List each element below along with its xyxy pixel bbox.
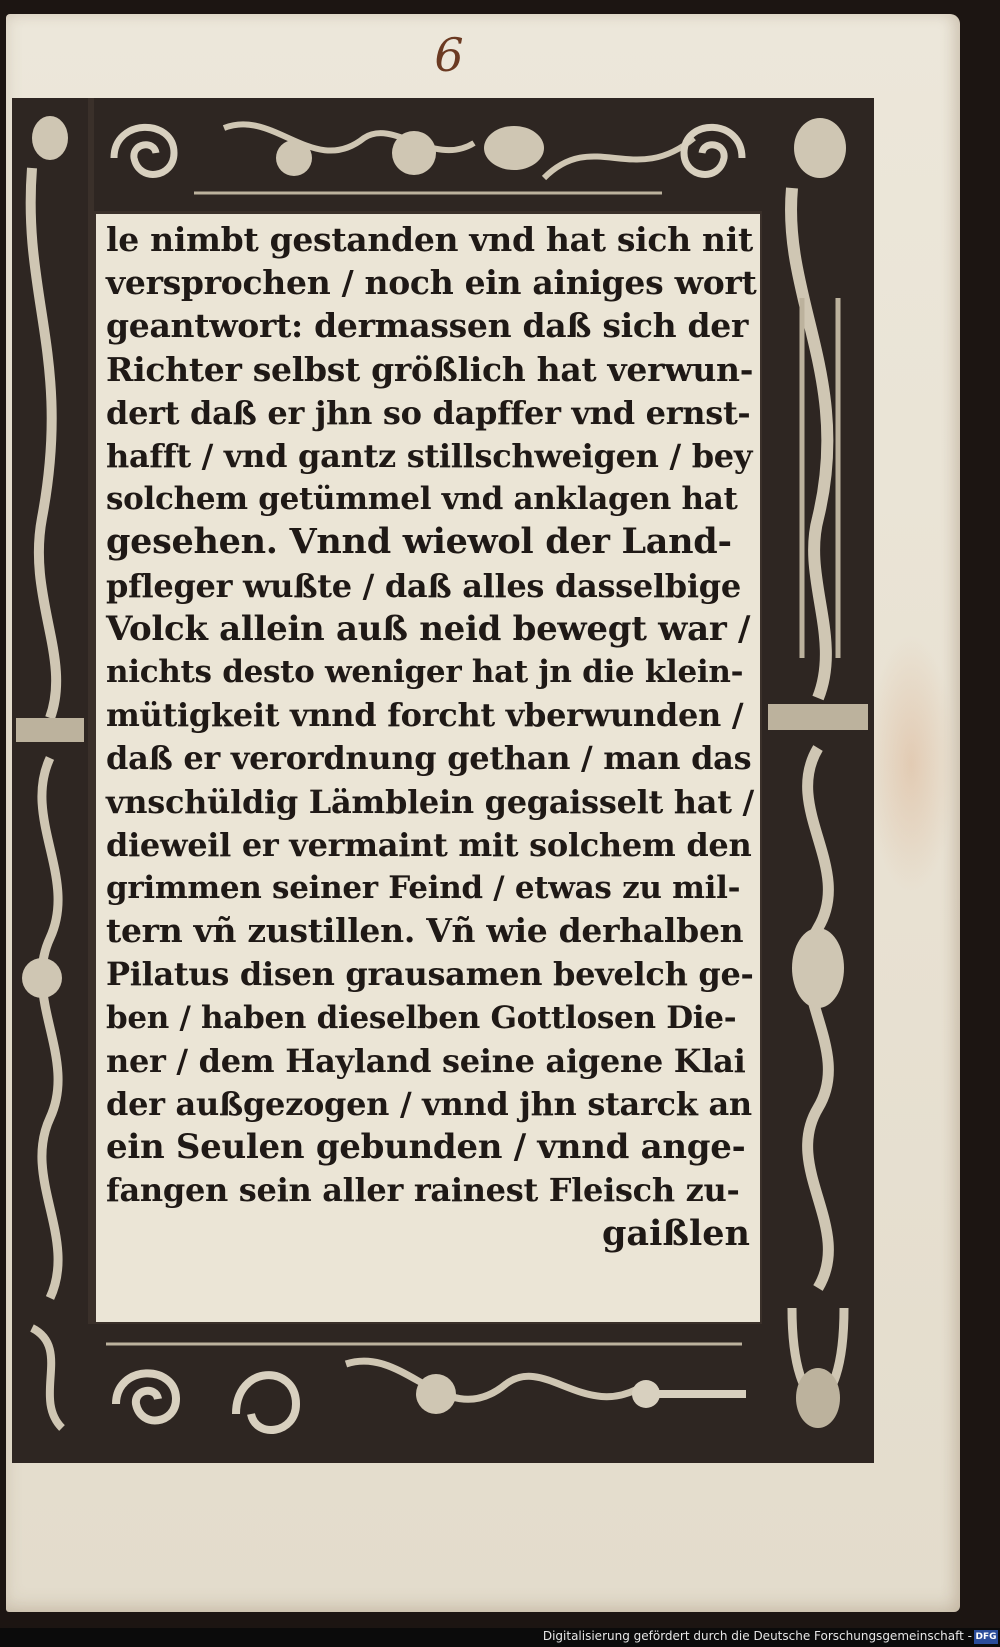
funding-notice: Digitalisierung gefördert durch die Deutsche Forschungsgemeinschaft -: [542, 1629, 972, 1643]
text-line: ein Seulen gebunden / vnnd ange-: [106, 1127, 746, 1168]
text-line: Volck allein auß neid bewegt war /: [106, 608, 751, 649]
text-line: geantwort: dermassen daß sich der: [106, 306, 749, 346]
dfg-logo: DFG: [975, 1632, 997, 1642]
text-line: le nimbt gestanden vnd hat sich nit: [106, 220, 753, 259]
text-line: mütigkeit vnnd forcht vberwunden /: [106, 696, 744, 735]
text-line: nichts desto weniger hat jn die klein-: [106, 654, 744, 690]
text-column: [96, 214, 760, 1322]
text-line: Pilatus disen grausamen bevelch ge-: [106, 955, 754, 994]
text-line: dieweil er vermaint mit solchem den: [106, 825, 752, 864]
text-line: solchem getümmel vnd anklagen hat: [106, 481, 738, 518]
ornamental-border-top: [94, 98, 762, 211]
text-line: pfleger wußte / daß alles dasselbige: [106, 566, 741, 605]
text-line: tern vñ zustillen. Vñ wie derhalben: [106, 911, 744, 951]
text-line: ben / haben dieselben Gottlosen Die-: [106, 999, 737, 1036]
page-number: 6: [434, 28, 464, 82]
text-line: fangen sein aller rainest Fleisch zu-: [106, 1171, 740, 1210]
text-line: daß er verordnung gethan / man das: [106, 739, 752, 778]
text-line: der außgezogen / vnnd jhn starck an: [106, 1085, 752, 1123]
catchword: gaißlen: [601, 1212, 750, 1254]
text-line: hafft / vnd gantz stillschweigen / bey: [106, 437, 753, 475]
text-line: grimmen seiner Feind / etwas zu mil-: [106, 870, 741, 906]
ornamental-border-right: [762, 98, 874, 1463]
text-line: Richter selbst größlich hat verwun-: [106, 349, 754, 389]
paper-stain: [866, 634, 956, 894]
text-line: versprochen / noch ein ainiges wort: [106, 263, 757, 303]
text-line: ner / dem Hayland seine aigene Klai: [106, 1041, 746, 1080]
ornamental-border-left: [12, 98, 88, 1463]
book-page: [6, 14, 960, 1612]
text-line: gesehen. Vnnd wiewol der Land-: [106, 521, 732, 563]
text-line: dert daß er jhn so dapffer vnd ernst-: [106, 393, 751, 432]
text-line: vnschüldig Lämblein gegaisselt hat /: [106, 782, 754, 821]
ornamental-border-bottom: [86, 1324, 762, 1463]
woodcut-frame: [12, 98, 874, 1463]
